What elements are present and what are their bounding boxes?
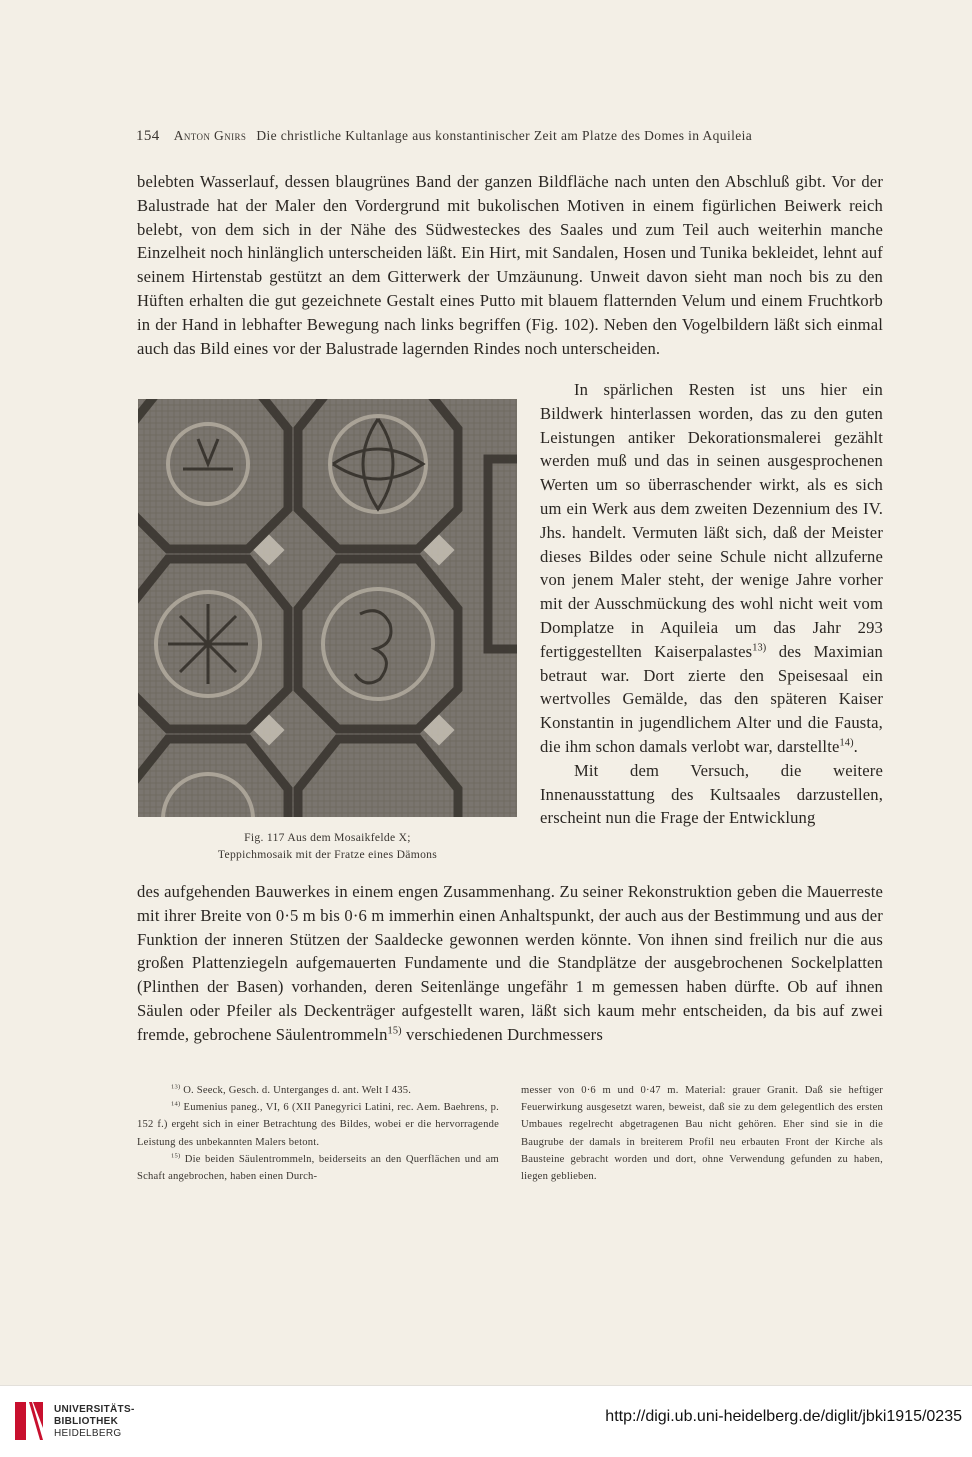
page-number: 154	[136, 128, 160, 144]
paragraph-3-text	[137, 880, 883, 1047]
footnote-15	[137, 1151, 499, 1185]
source-url-link[interactable]: http://digi.ub.uni-heidelberg.de/diglit/jbki1915/0235	[605, 1408, 962, 1425]
caption-line-1: Fig. 117 Aus dem Mosaikfelde X;	[244, 831, 411, 844]
mosaic-image	[138, 399, 517, 817]
footnote-15-continued: messer von 0·6 m und 0·47 m. Material: grauer Granit. Daß sie heftiger Feuerwirkung ausgesetzt waren, beweist, daß sie zu dem gelegentlich des ersten Umbaues regelrecht abgetragenen Bau nicht gehören. Eher sind sie in die Baugrube der damals in breiterem Profil neu erbauten Front der Kirche als Bausteine gebracht worden und dort, ohne Verwendung gefunden zu haben, liegen geblieben.	[521, 1085, 883, 1183]
paragraph-2-column	[540, 378, 883, 830]
paragraph-1	[137, 170, 883, 360]
paragraph-3-start: Mit dem Versuch, die weitere Innenausstattung des Kultsaales darzustellen, erscheint nun die Frage der Entwicklung	[540, 760, 883, 828]
footnotes-left	[137, 1082, 499, 1185]
footnote-13-number: 13)	[171, 1083, 181, 1091]
paragraph-3-text-a: des aufgehenden Bauwerkes in einem engen Zusammenhang. Zu seiner Rekonstruktion geben die Mauerreste mit ihrer Breite von 0·5 m bis 0·6 m immerhin einen Anhaltspunkt, der auch aus der Bestimmung und aus der Funktion der inneren Stützen der Saaldecke gewonnen werden könnte. Von ihnen sind freilich nur die aus großen Plattenziegeln aufgemauerten Fundamente und die Standplätze der ausgebrochenen Sockelplatten (Plinthen der Basen) vorhanden, deren Seitenlänge ungefähr 1 m gemessen haben dürfte. Ob auf ihnen Säulen oder Pfeiler als Deckenträger aufgestellt waren, läßt sich kaum mehr entscheiden, da bis auf zwei fremde, gebrochene Säulentrommeln	[137, 882, 883, 1044]
footnote-15-text: Die beiden Säulentrommeln, beiderseits an den Querflächen und am Schaft angebrochen, haben einen Durch-	[137, 1153, 499, 1183]
caption-line-2: Teppichmosaik mit der Fratze eines Dämons	[217, 848, 438, 861]
paragraph-3	[137, 880, 883, 1047]
logo-line-2: BIBLIOTHEK	[54, 1416, 119, 1427]
header-title: Die christliche Kultanlage aus konstantinischer Zeit am Platze des Domes in Aquileia	[256, 128, 753, 143]
footnote-ref-15[interactable]: 15)	[387, 1025, 402, 1037]
paragraph-2-text-b: des Maximian betraut war. Dort zierte den Speisesaal ein wertvolles Gemälde, das den späteren Kaiser Konstantin in jugendlichem Alter und die Fausta, die ihm schon damals verlobt war, darstellte	[540, 641, 884, 756]
paragraph-2-text-c: .	[853, 736, 858, 756]
logo-line-3: HEIDELBERG	[54, 1428, 122, 1439]
paragraph-3-text-b: verschiedenen Durchmessers	[401, 1024, 603, 1044]
footnote-14-number: 14)	[171, 1100, 181, 1108]
library-footer	[0, 1385, 972, 1457]
footnotes-right	[521, 1082, 883, 1185]
library-logo-text	[54, 1404, 135, 1440]
mosaic-figure	[138, 399, 517, 817]
figure-caption	[138, 829, 517, 863]
library-logo-icon	[12, 1398, 46, 1444]
footnote-15-number: 15)	[171, 1152, 181, 1160]
header-author: Anton Gnirs	[173, 128, 247, 143]
footnote-14-text: Eumenius paneg., VI, 6 (XII Panegyrici Latini, rec. Aem. Baehrens, p. 152 f.) ergeht sich in einer Betrachtung des Bildes, wobei er die hervorragende Leistung des unbekannten Malers betont.	[137, 1102, 499, 1148]
footnote-13	[137, 1082, 499, 1099]
footnote-ref-13[interactable]: 13)	[752, 642, 767, 654]
running-header	[136, 128, 892, 145]
footnote-ref-14[interactable]: 14)	[839, 737, 854, 749]
paragraph-2-text-a: In spärlichen Resten ist uns hier ein Bildwerk hinterlassen worden, das zu den guten Leistungen antiker Dekorationsmalerei gezählt werden muß und das in seinen ausgesprochenen Werten um so überraschender wirkt, als es sich um ein Werk aus dem zweiten Dezennium des IV. Jhs. handelt. Vermuten läßt sich, daß der Meister dieses Bildes oder seine Schule nicht allzuferne von jenem Maler steht, der wenige Jahre vorher mit der Ausschmückung des wohl nicht weit vom Domplatze in Aquileia um das Jahr 293 fertiggestellten Kaiserpalastes	[540, 380, 883, 661]
logo-line-1: UNIVERSITÄTS-	[54, 1404, 135, 1415]
paragraph-1-text: belebten Wasserlauf, dessen blaugrünes Band der ganzen Bildfläche nach unten den Abschluß gibt. Vor der Balustrade hat der Maler den Vordergrund mit bukolischen Motiven in einem figürlichen Beiwerk reich belebt, von dem sich in der Nähe des Südwesteckes des Saales und zum Teil auch weiterhin manche Einzelheit noch hinlänglich unterscheiden läßt. Ein Hirt, mit Sandalen, Hosen und Tunika bekleidet, lehnt auf seinem Hirtenstab gestützt an dem Gitterwerk der Umzäunung. Unweit davon sieht man noch bis zu den Hüften erhalten die gut gezeichnete Gestalt eines Putto mit blauem flatternden Velum und einem Fruchtkorb in der Hand in lebhafter Bewegung nach links begriffen (Fig. 102). Neben den Vogelbildern läßt sich einmal auch das Bild eines vor der Balustrade lagernden Rindes noch unterscheiden.	[137, 172, 883, 358]
footnote-13-text: O. Seeck, Gesch. d. Unterganges d. ant. Welt I 435.	[180, 1085, 412, 1096]
footnote-14	[137, 1099, 499, 1151]
paragraph-2	[540, 378, 883, 759]
